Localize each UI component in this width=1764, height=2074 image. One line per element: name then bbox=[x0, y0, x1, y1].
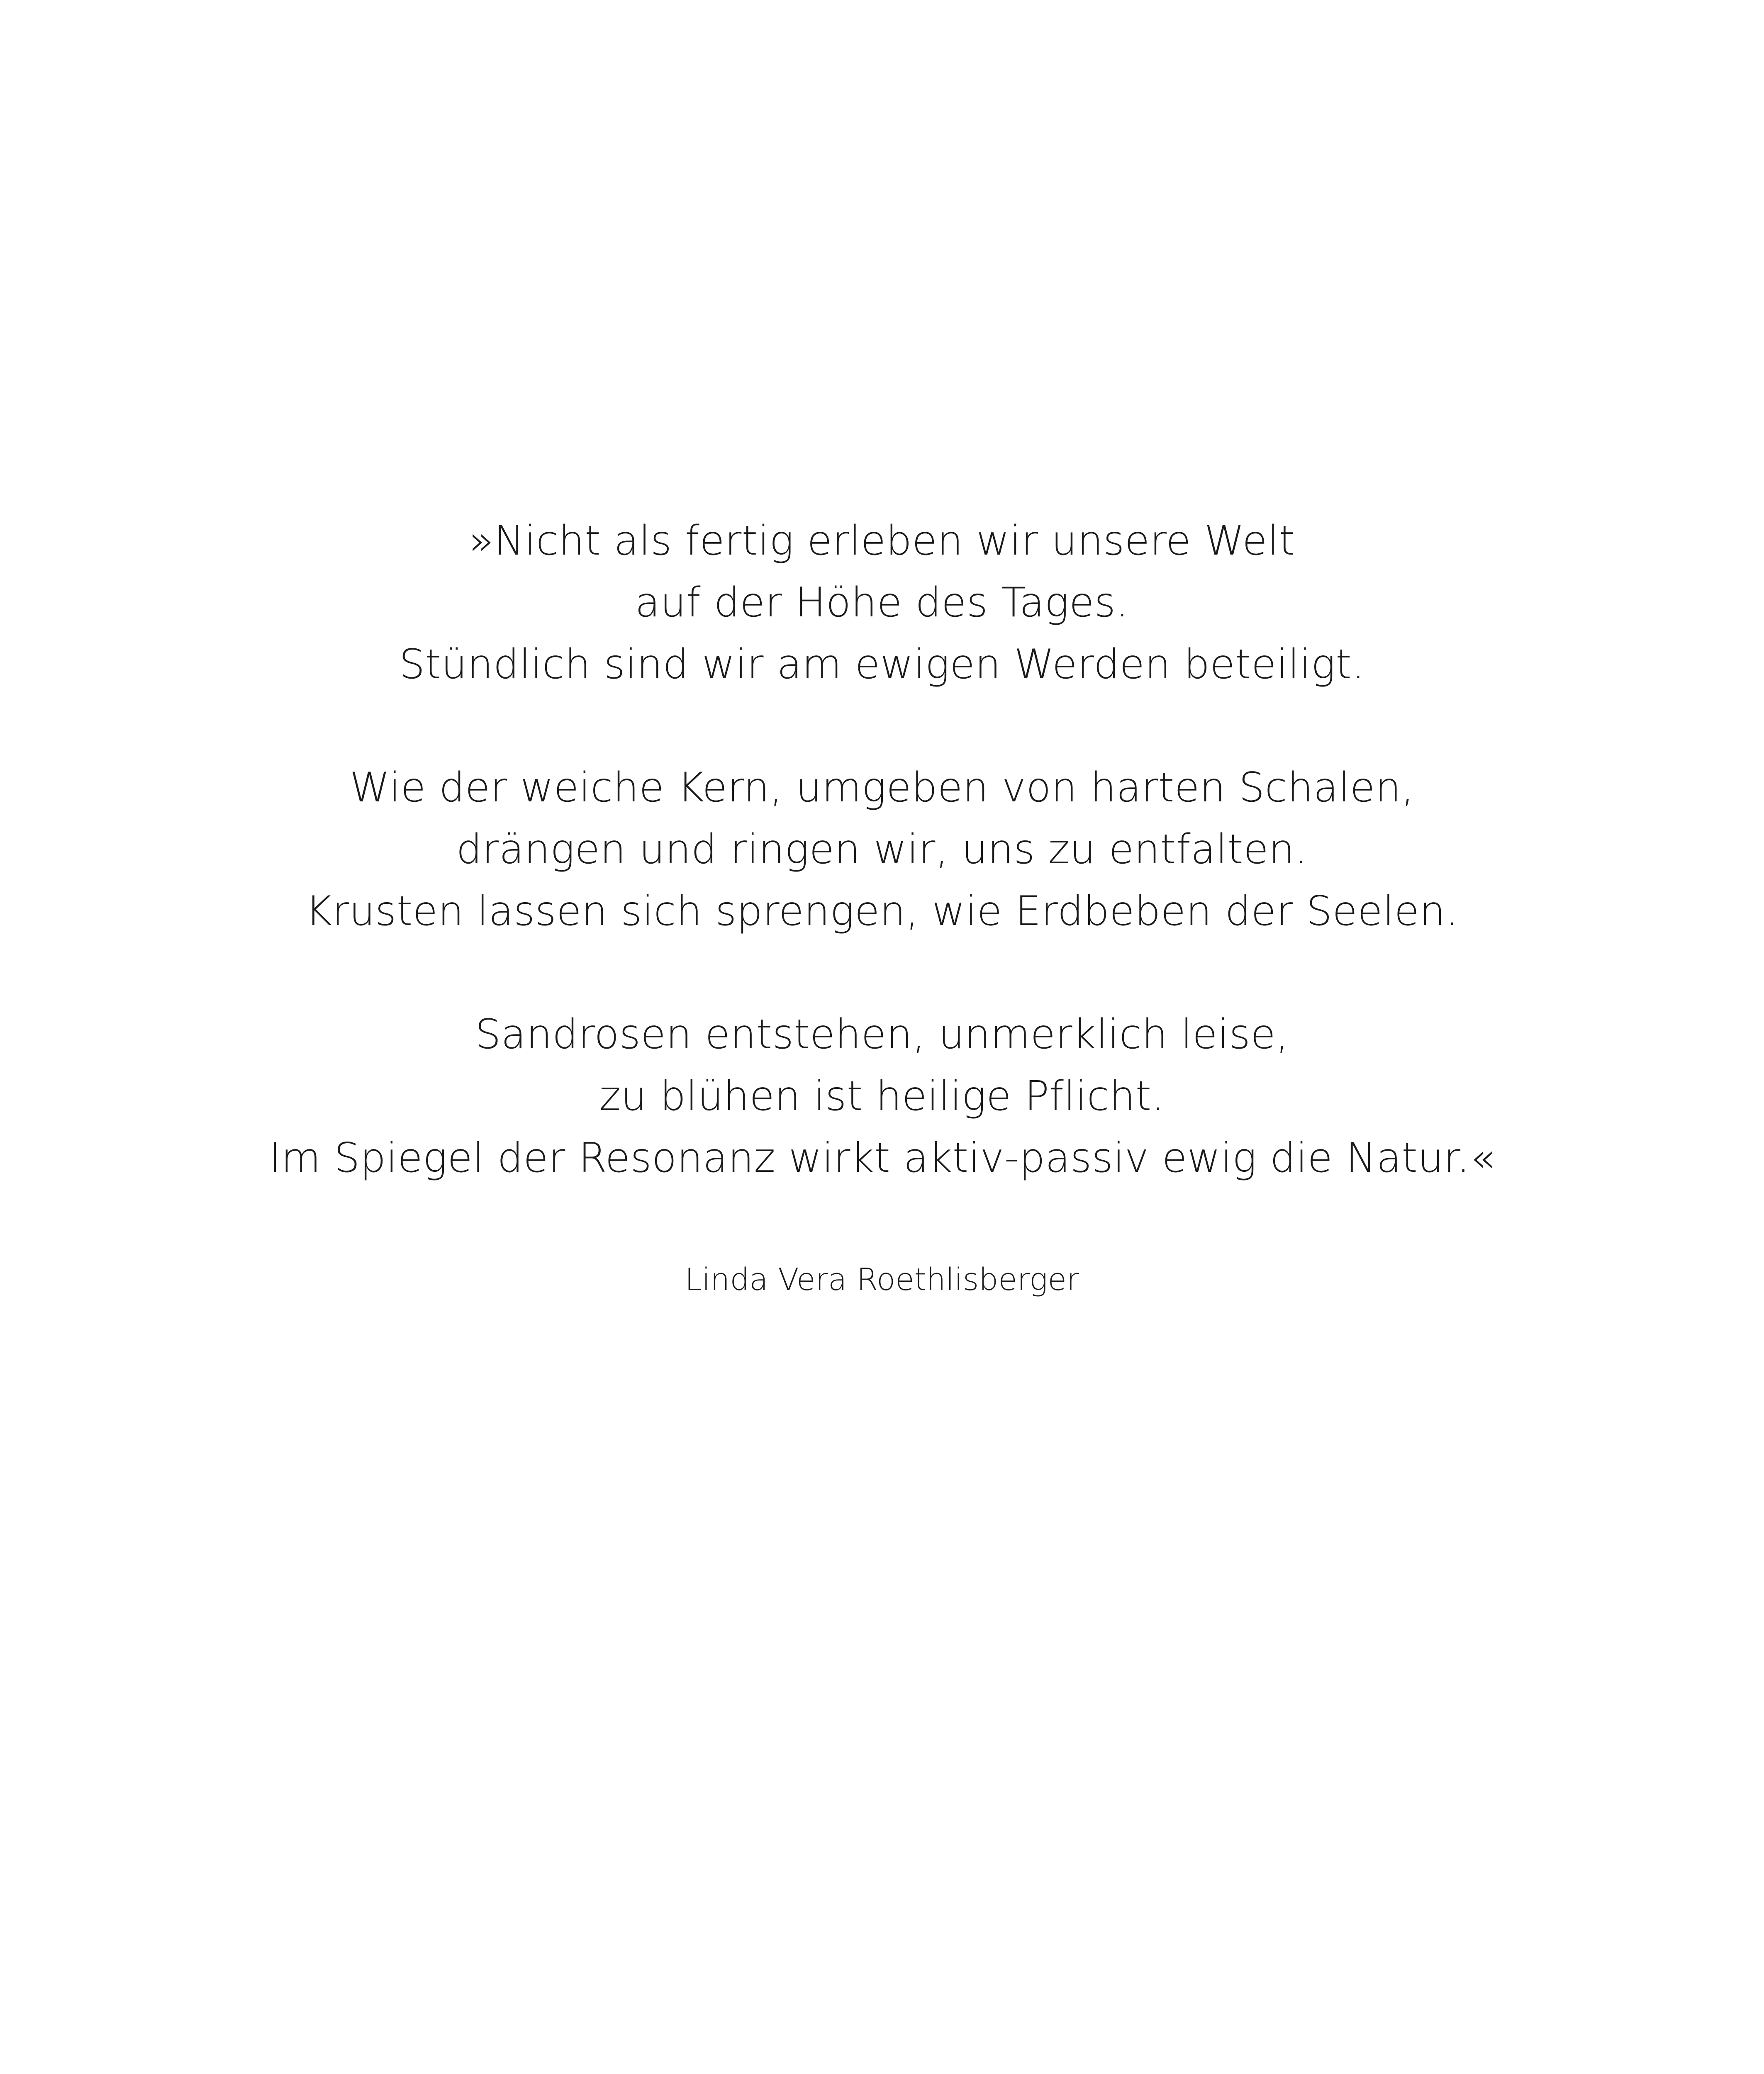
poem-line: Im Spiegel der Resonanz wirkt aktiv-passiv ewig die Natur.« bbox=[269, 1134, 1495, 1182]
stanza-2 bbox=[0, 757, 1764, 942]
poem-line: Krusten lassen sich sprengen, wie Erdbeben der Seelen. bbox=[305, 888, 1459, 935]
poem-line: Sandrosen entstehen, unmerklich leise, bbox=[475, 1011, 1289, 1058]
stanza-3 bbox=[0, 1004, 1764, 1189]
poem-line: drängen und ringen wir, uns zu entfalten. bbox=[456, 826, 1308, 873]
poem-line: auf der Höhe des Tages. bbox=[635, 579, 1129, 626]
poem-line: Wie der weiche Kern, umgeben von harten Schalen, bbox=[349, 764, 1415, 811]
poem-line: »Nicht als fertig erleben wir unsere Welt bbox=[469, 517, 1295, 565]
stanza-1 bbox=[0, 510, 1764, 696]
poem bbox=[0, 510, 1764, 1251]
poem-author: Linda Vera Roethlisberger bbox=[685, 1262, 1079, 1297]
poem-line: Stündlich sind wir am ewigen Werden beteiligt. bbox=[399, 641, 1365, 688]
poem-line: zu blühen ist heilige Pflicht. bbox=[599, 1073, 1165, 1120]
